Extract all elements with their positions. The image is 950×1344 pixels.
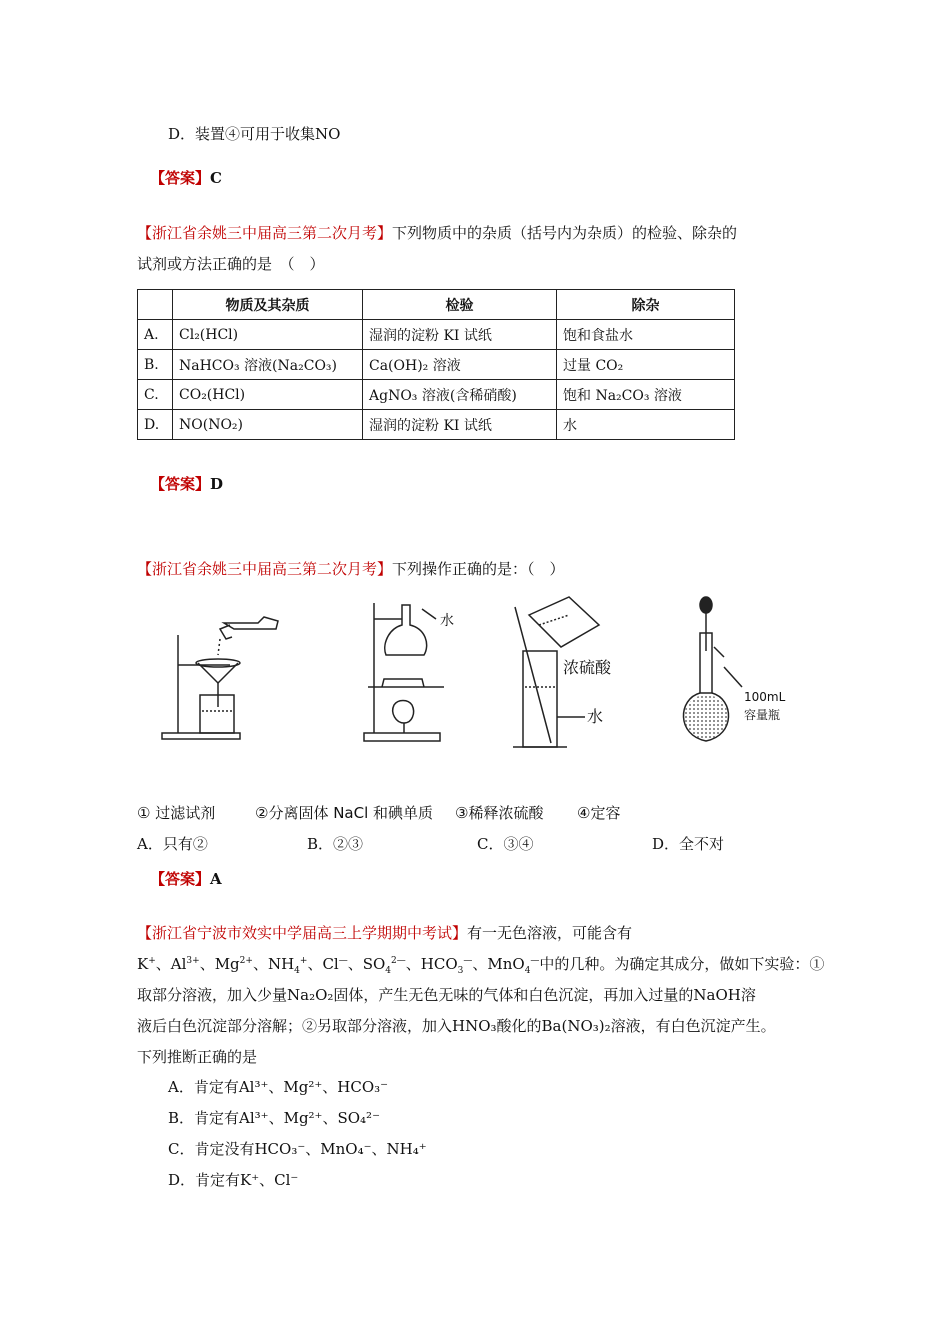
cell: 过量 CO₂ — [557, 350, 735, 380]
cell: NaHCO₃ 溶液(Na₂CO₃) — [173, 350, 363, 380]
header-cell: 检验 — [363, 290, 557, 320]
sublimation-apparatus-figure — [360, 595, 470, 750]
reagent-table — [137, 289, 735, 440]
operation-item: ① 过滤试剂 — [137, 804, 216, 822]
cell: 湿润的淀粉 KI 试纸 — [363, 410, 557, 440]
cell: AgNO₃ 溶液(含稀硝酸) — [363, 380, 557, 410]
table-row — [138, 410, 735, 440]
stem-text: 有一无色溶液，可能含有 — [467, 924, 633, 942]
table-row — [138, 380, 735, 410]
filtration-apparatus-figure — [160, 595, 300, 750]
cell: 饱和 Na₂CO₃ 溶液 — [557, 380, 735, 410]
cell: B. — [138, 350, 173, 380]
operation-item: ③稀释浓硫酸 — [455, 804, 544, 822]
stem-line-4: 液后白色沉淀部分溶解；②另取部分溶液，加入HNO₃酸化的Ba(NO₃)₂溶液，有白色沉淀产生。 — [137, 1017, 776, 1035]
stem-line-2: 试剂或方法正确的是 （ ） — [137, 255, 325, 273]
header-cell: 除杂 — [557, 290, 735, 320]
answer-value: D — [210, 475, 224, 493]
answer-label: 【答案】 — [150, 475, 211, 493]
answer-value: C — [210, 169, 222, 187]
question-stem — [137, 223, 737, 243]
cell: Ca(OH)₂ 溶液 — [363, 350, 557, 380]
flask-name-label: 容量瓶 — [744, 708, 781, 722]
operation-item: ②分离固体 NaCl 和碘单质 — [255, 804, 434, 822]
option-c: C．肯定没有HCO₃⁻、MnO₄⁻、NH₄⁺ — [168, 1140, 427, 1158]
acid-label: 浓硫酸 — [563, 658, 612, 677]
stem-text: 中的几种。为确定其成分，做如下实验：① — [539, 955, 825, 973]
cell: 水 — [557, 410, 735, 440]
question-stem — [137, 923, 632, 943]
cell: CO₂(HCl) — [173, 380, 363, 410]
choice-item: B．②③ — [307, 835, 364, 853]
cell: NO(NO₂) — [173, 410, 363, 440]
ion-list-line: K+、$Al^{3+}$、$Mg^{2+}$、$NH_4^+$、Cl—、$SO_4^{2—}$、$HCO_3^—$、MnO$_4$—中的几种。为确定其成分，做如下实验：① — [137, 955, 825, 976]
answer-line — [150, 869, 222, 889]
cell: Cl₂(HCl) — [173, 320, 363, 350]
stem-line-5: 下列推断正确的是 — [137, 1048, 258, 1066]
option-b: B．肯定有Al³⁺、Mg²⁺、SO₄²⁻ — [168, 1109, 380, 1127]
cell: C. — [138, 380, 173, 410]
dilution-figure — [505, 595, 645, 755]
option-d: D．装置④可用于收集NO — [168, 125, 341, 143]
flask-liquid — [684, 695, 728, 739]
table-header-row — [138, 290, 735, 320]
answer-line — [150, 168, 222, 188]
question-source: 【浙江省余姚三中届高三第二次月考】 — [137, 224, 393, 242]
answer-line — [150, 474, 223, 494]
answer-label: 【答案】 — [150, 870, 211, 888]
water-label: 水 — [440, 613, 454, 629]
operation-item: ④定容 — [577, 804, 621, 822]
cell: A. — [138, 320, 173, 350]
cell: D. — [138, 410, 173, 440]
header-cell: 物质及其杂质 — [173, 290, 363, 320]
answer-value: A — [210, 870, 222, 888]
stem-line-3: 取部分溶液，加入少量Na₂O₂固体，产生无色无味的气体和白色沉淀，再加入过量的NaOH溶 — [137, 986, 756, 1004]
table-row — [138, 320, 735, 350]
question-source: 【浙江省余姚三中届高三第二次月考】 — [137, 560, 393, 578]
answer-label: 【答案】 — [150, 169, 211, 187]
header-cell — [138, 290, 173, 320]
cell: 饱和食盐水 — [557, 320, 735, 350]
choice-item: D．全不对 — [652, 835, 725, 853]
operation-list — [137, 803, 620, 823]
volumetric-flask-figure — [672, 595, 802, 750]
flask-volume-label: 100mL — [744, 690, 786, 704]
option-d: D．肯定有K⁺、Cl⁻ — [168, 1171, 299, 1189]
stem-text: 下列操作正确的是：（ ） — [392, 560, 565, 578]
table-row — [138, 350, 735, 380]
water-label: 水 — [587, 707, 604, 726]
cell: 湿润的淀粉 KI 试纸 — [363, 320, 557, 350]
question-stem — [137, 559, 565, 579]
choice-item: A．只有② — [137, 835, 208, 853]
choice-list — [137, 834, 724, 854]
question-source: 【浙江省宁波市效实中学届高三上学期期中考试】 — [137, 924, 468, 942]
choice-item: C．③④ — [477, 835, 534, 853]
option-a: A．肯定有Al³⁺、Mg²⁺、HCO₃⁻ — [168, 1078, 389, 1096]
stem-text: 下列物质中的杂质（括号内为杂质）的检验、除杂的 — [392, 224, 738, 242]
